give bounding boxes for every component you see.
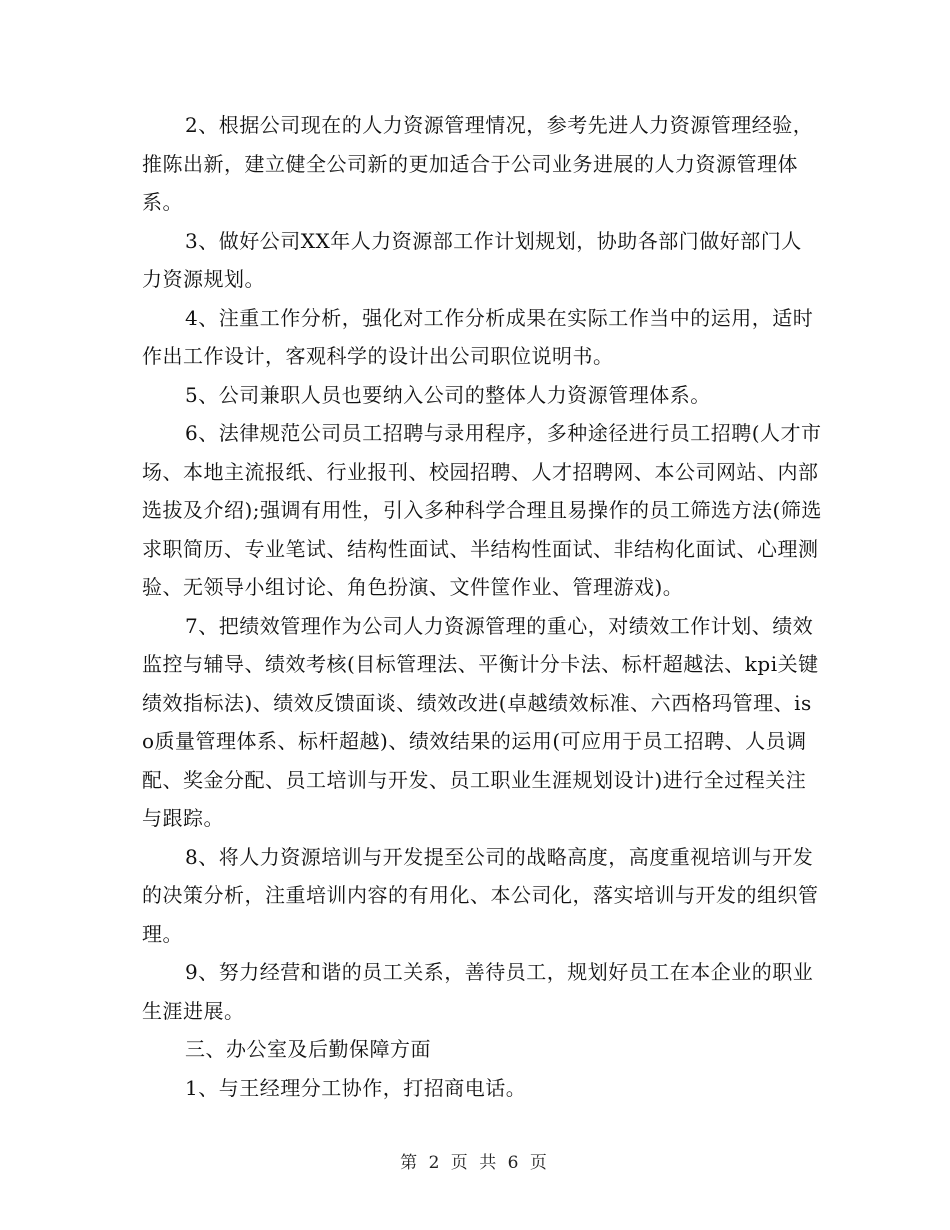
section-heading-office-logistics: 三、办公室及后勤保障方面: [185, 1037, 431, 1061]
paragraph-4: 4、注重工作分析，强化对工作分析成果在实际工作当中的运用，适时作出工作设计，客观科学的设计出公司职位说明书。: [142, 305, 814, 368]
paragraph-9: 9、努力经营和谐的员工关系，善待员工，规划好员工在本企业的职业生涯进展。: [142, 960, 814, 1023]
paragraph-6: 6、法律规范公司员工招聘与录用程序，多种途径进行员工招聘(人才市场、本地主流报纸、行业报刊、校园招聘、人才招聘网、本公司网站、内部选拔及介绍);强调有用性，引入多种科学合理且易操作的员工筛选方法(筛选求职简历、专业笔试、结构性面试、半结构性面试、非结构化面试、心理测验、无领导小组讨论、角色扮演、文件筐作业、管理游戏)。: [142, 421, 822, 599]
paragraph-8: 8、将人力资源培训与开发提至公司的战略高度，高度重视培训与开发的决策分析，注重培训内容的有用化、本公司化，落实培训与开发的组织管理。: [142, 844, 819, 946]
document-body: [142, 106, 822, 1107]
page-number-footer: 第 2 页 共 6 页: [400, 1153, 550, 1173]
paragraph-office-1: 1、与王经理分工协作，打招商电话。: [185, 1075, 527, 1100]
paragraph-5: 5、公司兼职人员也要纳入公司的整体人力资源管理体系。: [185, 382, 711, 407]
paragraph-2: 2、根据公司现在的人力资源管理情况，参考先进人力资源管理经验，推陈出新，建立健全公司新的更加适合于公司业务进展的人力资源管理体系。: [142, 113, 814, 214]
paragraph-7: 7、把绩效管理作为公司人力资源管理的重心，对绩效工作计划、绩效监控与辅导、绩效考核(目标管理法、平衡计分卡法、标杆超越法、kpi关键绩效指标法)、绩效反馈面谈、绩效改进(卓越绩效标准、六西格玛管理、iso质量管理体系、标杆超越)、绩效结果的运用(可应用于员工招聘、人员调配、奖金分配、员工培训与开发、员工职业生涯规划设计)进行全过程关注与跟踪。: [142, 613, 819, 830]
paragraph-3: 3、做好公司XX年人力资源部工作计划规划，协助各部门做好部门人力资源规划。: [142, 228, 802, 291]
